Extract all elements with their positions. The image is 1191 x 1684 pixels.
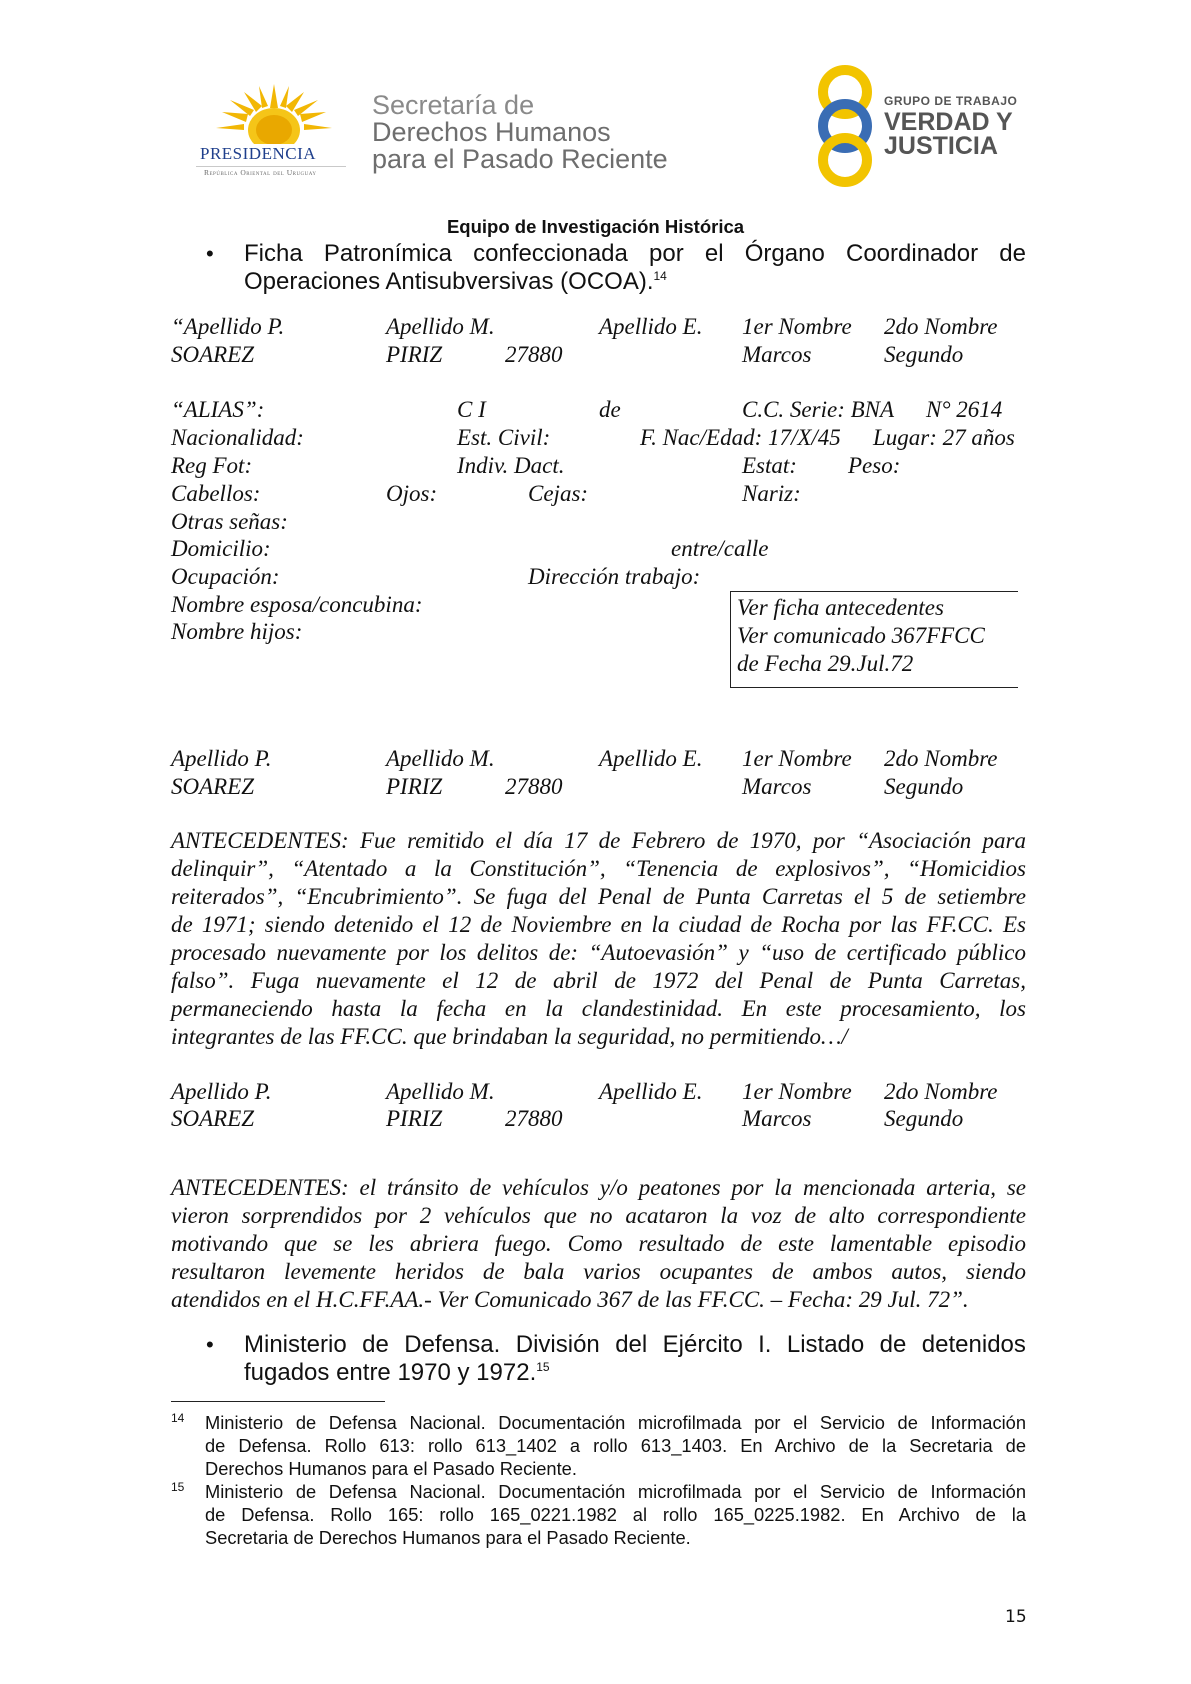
direccion-trabajo-label: Dirección trabajo: [528,564,701,589]
estat-label: Estat: [742,453,797,478]
ficha-3-antecedentes [171,1174,1026,1314]
col-2do-nombre: 2do Nombre [884,746,998,771]
val-number: 27880 [505,774,563,799]
presidencia-subtitle: República Oriental del Uruguay [204,168,317,177]
word: Coordinador [846,240,979,267]
col-2do-nombre: 2do Nombre [884,314,998,339]
word: Ministerio [244,1331,347,1358]
col-apellido-e: Apellido E. [599,314,703,339]
footnote-number: 14 [171,1411,185,1425]
word: Defensa. [404,1331,501,1358]
col-apellido-e: Apellido E. [599,1079,703,1104]
bullet2-line1 [244,1331,1026,1359]
word: del [615,1331,648,1358]
val-1er-nombre: Marcos [742,1106,812,1131]
val-2do-nombre: Segundo [884,342,964,367]
secretaria-line3: para el Pasado Reciente [372,144,668,174]
nariz-label: Nariz: [742,481,801,506]
val-apellido-p: SOAREZ [171,1106,255,1131]
val-2do-nombre: Segundo [884,774,964,799]
val-number: 27880 [505,1106,563,1131]
word: confeccionada [473,240,628,267]
word: de [879,1331,907,1358]
footnote-ref-14: 14 [653,269,667,283]
word: I. [758,1331,772,1358]
footnote-15 [171,1480,1026,1549]
grupo-line2: VERDAD Y [884,108,1013,136]
bullet1-text: Operaciones Antisubversivas (OCOA). [244,268,654,295]
de-label: de [599,397,621,422]
box-line3: de Fecha 29.Jul.72 [737,651,914,676]
nombre-hijos-label: Nombre hijos: [171,619,303,644]
val-apellido-m: PIRIZ [386,774,443,799]
val-apellido-m: PIRIZ [386,1106,443,1131]
ci-label: C I [457,397,486,422]
box-line1: Ver ficha antecedentes [737,595,944,620]
antecedentes-line: permaneciendo hasta la fecha en la clandestinidad. En este procesamiento, los [171,996,1026,1021]
word: de [999,240,1026,267]
col-1er-nombre: 1er Nombre [742,746,852,771]
val-1er-nombre: Marcos [742,774,812,799]
antecedentes-line: ANTECEDENTES: el tránsito de vehículos y/o peatones por la mencionada arteria, se [171,1175,1026,1200]
antecedentes-line: vieron sorprendidos por 2 vehículos que no acataron la voz de alto correspondiente [171,1203,1026,1228]
alias-label: “ALIAS”: [171,397,265,422]
word: de [362,1331,389,1358]
reg-fot-label: Reg Fot: [171,453,253,478]
secretaria-line2: Derechos Humanos [372,117,611,147]
col-apellido-p: Apellido P. [171,746,272,771]
bullet-dot: • [206,1332,214,1357]
peso-label: Peso: [848,453,901,478]
footnote-line: Secretaria de Derechos Humanos para el Pasado Reciente. [205,1527,691,1548]
domicilio-label: Domicilio: [171,536,271,561]
word: Órgano [744,240,825,267]
entre-calle-label: entre/calle [671,536,769,561]
antecedentes-line: falso”. Fuga nuevamente el 12 de abril de 1972 del Penal de Punta Carretas, [171,968,1026,993]
footnote-line: Ministerio de Defensa Nacional. Documentación microfilmada por el Servicio de Información [205,1412,1026,1433]
secretaria-line1: Secretaría de [372,90,535,120]
footnote-line: Ministerio de Defensa Nacional. Documentación microfilmada por el Servicio de Información [205,1481,1026,1502]
grupo-line3: JUSTICIA [884,132,998,160]
nacionalidad-label: Nacionalidad: [171,425,304,450]
col-apellido-p: Apellido P. [171,1079,272,1104]
lugar: Lugar: 27 años [873,425,1015,450]
grupo-line1: GRUPO DE TRABAJO [884,94,1018,108]
val-1er-nombre: Marcos [742,342,812,367]
col-1er-nombre: 1er Nombre [742,314,852,339]
val-apellido-p: SOAREZ [171,342,255,367]
indiv-dact-label: Indiv. Dact. [457,453,565,478]
bullet2-text: fugados entre 1970 y 1972. [244,1359,537,1386]
bullet2-line2 [244,1359,550,1387]
val-number: 27880 [505,342,563,367]
col-2do-nombre: 2do Nombre [884,1079,998,1104]
antecedentes-line: integrantes de las FF.CC. que brindaban la seguridad, no permitiendo…/ [171,1024,848,1049]
antecedentes-line: de 1971; siendo detenido el 12 de Noviembre en la ciudad de Rocha por las FF.CC. Es [171,912,1026,937]
page-number: 15 [1005,1607,1027,1627]
cc-serie: C.C. Serie: BNA [742,397,895,422]
cabellos-label: Cabellos: [171,481,261,506]
presidencia-name: PRESIDENCIA [200,144,317,163]
word: detenidos [921,1331,1026,1358]
val-apellido-p: SOAREZ [171,774,255,799]
col-apellido-m: Apellido M. [386,314,495,339]
ocupacion-label: Ocupación: [171,564,280,589]
bullet-dot: • [206,241,214,266]
col-apellido-m: Apellido M. [386,746,495,771]
footnote-line: Derechos Humanos para el Pasado Reciente. [205,1458,577,1479]
word: Ejército [662,1331,743,1358]
cejas-label: Cejas: [528,481,589,506]
col-apellido-m: Apellido M. [386,1079,495,1104]
team-heading: Equipo de Investigación Histórica [446,216,745,237]
val-2do-nombre: Segundo [884,1106,964,1131]
antecedentes-line: ANTECEDENTES: Fue remitido el día 17 de Febrero de 1970, por “Asociación para [171,828,1026,853]
f-nac-edad: F. Nac/Edad: 17/X/45 [640,425,841,450]
val-apellido-m: PIRIZ [386,342,443,367]
ojos-label: Ojos: [386,481,438,506]
word: el [704,240,724,267]
otras-senas-label: Otras señas: [171,509,288,534]
word: por [649,240,684,267]
word: Listado [786,1331,865,1358]
antecedentes-line: procesado nuevamente por los delitos de: “Autoevasión” y “uso de certificado público [171,940,1026,965]
col-apellido-e: Apellido E. [599,746,703,771]
antecedentes-line: atendidos en el H.C.FF.AA.- Ver Comunicado 367 de las FF.CC. – Fecha: 29 Jul. 72”. [171,1287,969,1312]
box-line2: Ver comunicado 367FFCC [737,623,985,648]
cc-number: N° 2614 [926,397,1003,422]
footnote-ref-15: 15 [536,1360,550,1374]
word: División [515,1331,600,1358]
footnote-number: 15 [171,1480,185,1494]
word: Ficha [244,240,303,267]
footnote-14 [171,1411,1026,1480]
footnote-line: de Defensa. Rollo 613: rollo 613_1402 a rollo 613_1403. En Archivo de la Secretaria de [205,1435,1026,1456]
footnote-separator [171,1401,385,1402]
footnote-line: de Defensa. Rollo 165: rollo 165_0221.1982 al rollo 165_0225.1982. En Archivo de la [205,1504,1026,1525]
col-apellido-p: “Apellido P. [171,314,285,339]
antecedentes-line: reiterados”, “Encubrimiento”. Se fuga del Penal de Punta Carretas el 5 de setiembre [171,884,1026,909]
antecedentes-line: motivando que se les abriera fuego. Como resultado de este lamentable episodio [171,1231,1026,1256]
word: Patronímica [323,240,452,267]
est-civil-label: Est. Civil: [457,425,551,450]
col-1er-nombre: 1er Nombre [742,1079,852,1104]
nombre-esposa-label: Nombre esposa/concubina: [171,592,423,617]
antecedentes-line: resultaron levemente heridos de bala varios ocupantes de ambos autos, siendo [171,1259,1026,1284]
antecedentes-line: delinquir”, “Atentado a la Constitución”, “Tenencia de explosivos”, “Homicidios [171,856,1026,881]
